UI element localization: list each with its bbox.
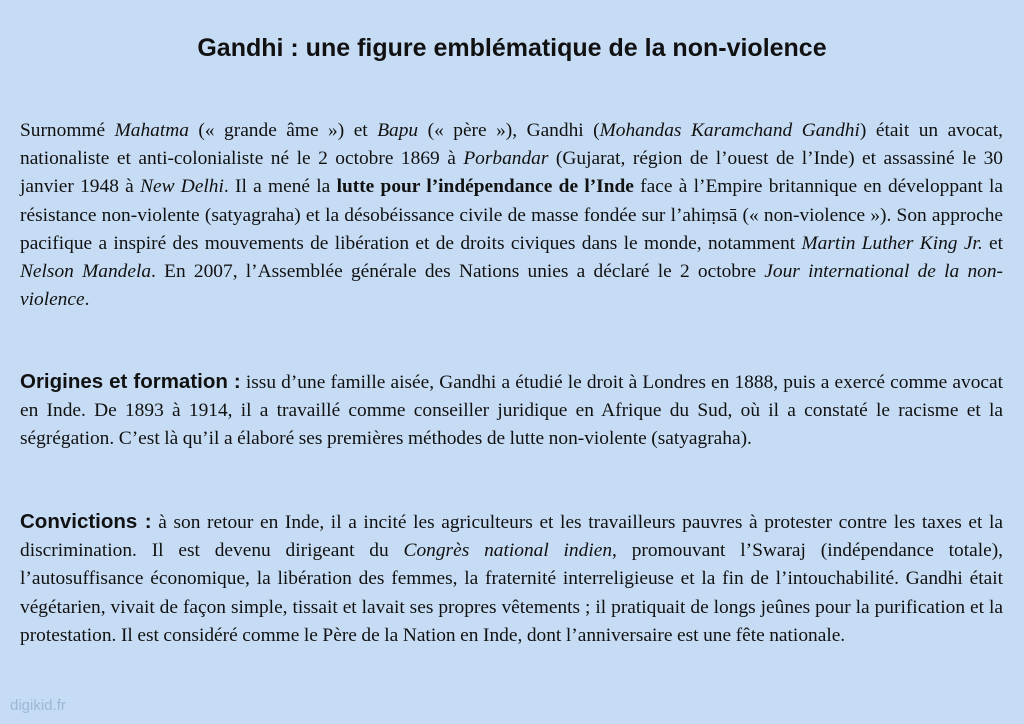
independence-struggle: lutte pour l’indépendance de l’Inde [336, 176, 634, 198]
intro-text: Surnommé [20, 120, 115, 141]
place-new-delhi: New Delhi [140, 176, 224, 198]
name-mlk: Martin Luther King Jr. [801, 232, 983, 254]
convictions-text: à son retour en Inde, il a incité les agriculteurs et les travailleurs pauvres à protester contre les taxes et la discrimination. Il est devenu dirigeant du [20, 512, 1003, 562]
intro-paragraph [20, 117, 1003, 314]
convictions-paragraph [20, 508, 1003, 650]
name-mandela: Nelson Mandela [20, 261, 152, 283]
intro-text: (Gujarat, région de l’ouest de l’Inde) et assassiné le 30 janvier 1948 à [20, 148, 1003, 198]
convictions-text: , promouvant l’Swaraj (indépendance totale), l’autosuffisance économique, la libération des femmes, la fraternité interreligieuse et la fin de l’intouchabilité. Gandhi était végétarien, vivait de façon simple, tissait et lavait ses propres vêtements ; il pratiquait de longs jeûnes pour la purification et la protestation. Il est considéré comme le Père de la Nation en Inde, dont l’anniversaire est une fête nationale. [20, 540, 1003, 646]
page-title: Gandhi : une figure emblématique de la non-violence [197, 34, 827, 62]
place-porbandar: Porbandar [463, 148, 549, 170]
nonviolence-day: Jour international de la non-violence [20, 261, 1003, 311]
convictions-heading: Convictions : [20, 510, 152, 533]
intro-text: . En 2007, l’Assemblée générale des Nations unies a déclaré le 2 octobre [151, 261, 765, 283]
source-watermark: digikid.fr [10, 697, 66, 714]
term-bapu: Bapu [377, 120, 419, 141]
intro-text: . [84, 289, 90, 311]
intro-text: et [982, 232, 1003, 254]
intro-text: (« père »), Gandhi ( [418, 120, 600, 141]
origins-paragraph [20, 368, 1003, 454]
term-mahatma: Mahatma [114, 120, 189, 141]
origins-heading: Origines et formation : [20, 370, 241, 393]
intro-text: ) était un avocat, nationaliste et anti-colonialiste né le 2 octobre 1869 à [20, 120, 1004, 170]
intro-text: . Il a mené la [223, 176, 337, 198]
origins-text: issu d’une famille aisée, Gandhi a étudié le droit à Londres en 1888, puis a exercé comme avocat en Inde. De 1893 à 1914, il a travaillé comme conseiller juridique en Afrique du Sud, où il a constaté le racisme et la ségrégation. C’est là qu’il a élaboré ses premières méthodes de lutte non-violente (satyagraha). [20, 372, 1003, 450]
congress-name: Congrès national indien [403, 540, 613, 562]
full-name: Mohandas Karamchand Gandhi [599, 120, 860, 141]
intro-text: face à l’Empire britannique en développant la résistance non-violente (satyagraha) et la désobéissance civile de masse fondée sur l’ahiṃsā (« non-violence »). Son approche pacifique a inspiré des mouvements de libération et de droits civiques dans le monde, notamment [20, 176, 1003, 254]
intro-text: (« grande âme ») et [188, 120, 378, 141]
